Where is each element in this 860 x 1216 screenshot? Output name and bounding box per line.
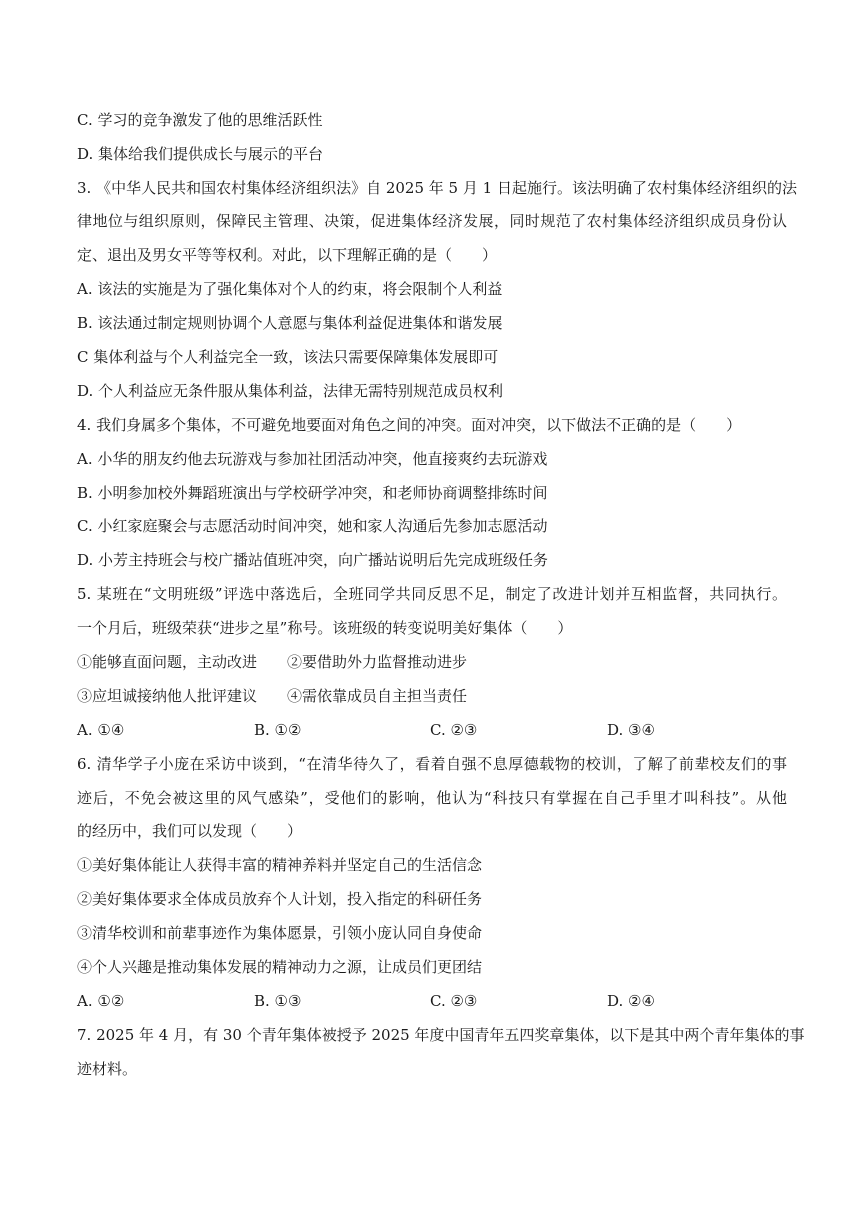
q3-option-d: D. 个人利益应无条件服从集体利益，法律无需特别规范成员权利 [77,382,504,400]
q6-statement-2: ②美好集体要求全体成员放弃个人计划，投入指定的科研任务 [77,890,483,908]
q3-option-b: B. 该法通过制定规则协调个人意愿与集体利益促进集体和谐发展 [77,314,503,332]
q6-option-d: D. ②④ [607,992,655,1010]
q5-stem-line-1: 5. 某班在“文明班级”评选中落选后，全班同学共同反思不足，制定了改进计划并互相监督，共同执行。 [77,585,787,603]
q4-option-b: B. 小明参加校外舞蹈班演出与学校研学冲突，和老师协商调整排练时间 [77,484,548,502]
q6-option-b: B. ①③ [254,992,302,1010]
q6-option-a: A. ①② [77,992,125,1010]
q2-option-d: D. 集体给我们提供成长与展示的平台 [77,145,324,163]
q3-stem-line-3: 定、退出及男女平等等权利。对此，以下理解正确的是（ ） [77,246,498,264]
q5-option-d: D. ③④ [607,721,655,739]
q7-stem-line-2: 迹材料。 [77,1060,138,1078]
q5-stem-line-2: 一个月后，班级荣获“进步之星”称号。该班级的转变说明美好集体（ ） [77,619,573,637]
q2-option-c: C. 学习的竞争激发了他的思维活跃性 [77,111,323,129]
q6-statement-1: ①美好集体能让人获得丰富的精神养料并坚定自己的生活信念 [77,856,483,874]
q4-option-d: D. 小芳主持班会与校广播站值班冲突，向广播站说明后先完成班级任务 [77,551,549,569]
q4-option-c: C. 小红家庭聚会与志愿活动时间冲突，她和家人沟通后先参加志愿活动 [77,517,548,535]
q6-statement-3: ③清华校训和前辈事迹作为集体愿景，引领小庞认同自身使命 [77,924,483,942]
q7-stem-line-1: 7. 2025 年 4 月，有 30 个青年集体被授予 2025 年度中国青年五四奖章集体，以下是其中两个青年集体的事 [77,1026,805,1044]
q6-stem-line-1: 6. 清华学子小庞在采访中谈到，“在清华待久了，看着自强不息厚德载物的校训，了解了前辈校友们的事 [77,755,787,773]
q6-statement-4: ④个人兴趣是推动集体发展的精神动力之源，让成员们更团结 [77,958,483,976]
q5-option-c: C. ②③ [430,721,478,739]
q3-stem-line-2: 律地位与组织原则，保障民主管理、决策，促进集体经济发展，同时规范了农村集体经济组织成员身份认 [77,212,787,230]
q5-statements-2: ③应坦诚接纳他人批评建议 ④需依靠成员自主担当责任 [77,687,468,705]
q4-option-a: A. 小华的朋友约他去玩游戏与参加社团活动冲突，他直接爽约去玩游戏 [77,450,548,468]
q3-option-a: A. 该法的实施是为了强化集体对个人的约束，将会限制个人利益 [77,280,503,298]
q3-option-c: C 集体利益与个人利益完全一致，该法只需要保障集体发展即可 [77,348,499,366]
q6-option-c: C. ②③ [430,992,478,1010]
q4-stem: 4. 我们身属多个集体，不可避免地要面对角色之间的冲突。面对冲突，以下做法不正确的是（ ） [77,416,742,434]
q5-option-b: B. ①② [254,721,302,739]
q5-option-a: A. ①④ [77,721,125,739]
q6-stem-line-2: 迹后，不免会被这里的风气感染”，受他们的影响，他认为“科技只有掌握在自己手里才叫科技”。从他 [77,789,787,807]
q5-statements-1: ①能够直面问题，主动改进 ②要借助外力监督推动进步 [77,653,468,671]
q3-stem-line-1: 3. 《中华人民共和国农村集体经济组织法》自 2025 年 5 月 1 日起施行。该法明确了农村集体经济组织的法 [77,179,797,197]
q6-stem-line-3: 的经历中，我们可以发现（ ） [77,822,303,840]
